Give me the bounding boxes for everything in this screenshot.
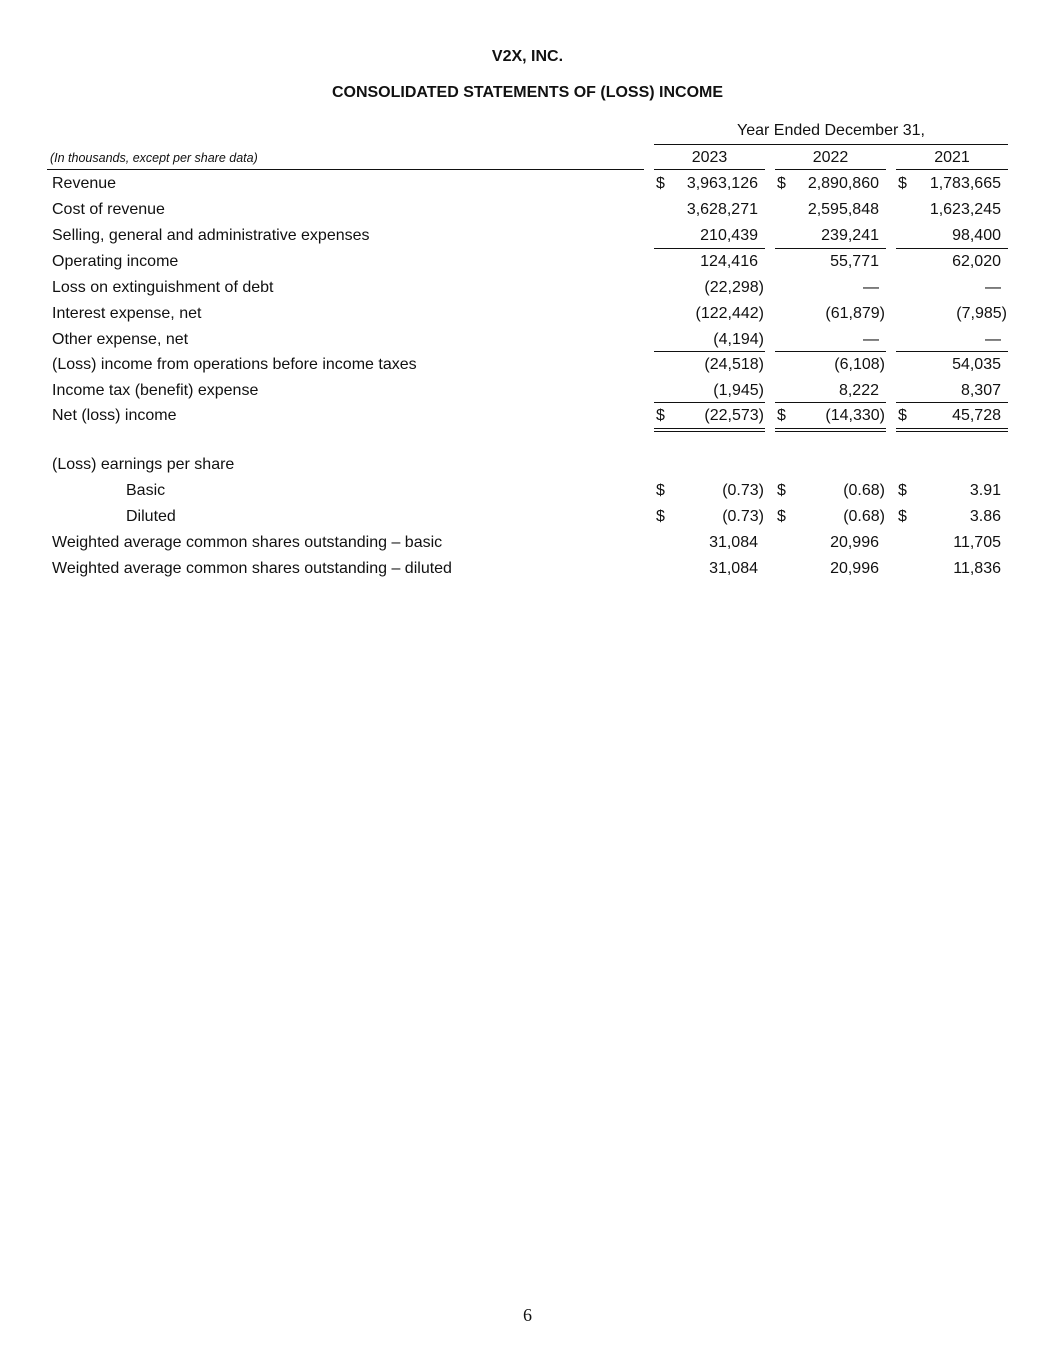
page-number: 6 bbox=[523, 1305, 532, 1325]
row-label: Basic bbox=[126, 482, 166, 499]
value: 8,222 bbox=[838, 382, 879, 399]
row-eps-diluted bbox=[0, 505, 1055, 529]
value: 1,783,665 bbox=[929, 175, 1001, 192]
value: (0.73) bbox=[722, 508, 764, 525]
dollar-sign: $ bbox=[656, 482, 665, 499]
cell-2022 bbox=[775, 531, 886, 555]
row-cost-of-revenue bbox=[0, 198, 1055, 222]
value: (122,442) bbox=[695, 305, 764, 322]
dollar-sign: $ bbox=[777, 482, 786, 499]
value: (24,518) bbox=[704, 356, 764, 373]
cell-2021 bbox=[896, 198, 1008, 222]
value: (22,298) bbox=[704, 279, 764, 296]
cell-2023 bbox=[654, 505, 765, 529]
value: 3.91 bbox=[969, 482, 1001, 499]
row-operating-income bbox=[0, 248, 1055, 272]
cell-2021 bbox=[896, 531, 1008, 555]
dollar-sign: $ bbox=[777, 407, 786, 424]
dollar-sign: $ bbox=[898, 175, 907, 192]
row-label: Income tax (benefit) expense bbox=[52, 382, 259, 399]
cell-2023 bbox=[654, 531, 765, 555]
row-shares-diluted bbox=[0, 557, 1055, 581]
value: 11,836 bbox=[953, 560, 1001, 577]
value: (14,330) bbox=[825, 407, 885, 424]
row-label: Net (loss) income bbox=[52, 407, 177, 424]
value: 124,416 bbox=[700, 253, 758, 270]
cell-2021 bbox=[896, 328, 1008, 352]
row-eps-heading bbox=[0, 453, 1055, 477]
dollar-sign: $ bbox=[898, 482, 907, 499]
year-header-2022: 2022 bbox=[775, 149, 886, 170]
cell-2021 bbox=[896, 248, 1008, 273]
row-label: Revenue bbox=[52, 175, 117, 192]
row-income-tax bbox=[0, 379, 1055, 403]
value: — bbox=[863, 331, 879, 348]
cell-2022 bbox=[775, 402, 886, 427]
cell-2022 bbox=[775, 302, 886, 326]
value: (1,945) bbox=[713, 382, 764, 399]
cell-2021 bbox=[896, 557, 1008, 581]
value: 54,035 bbox=[952, 356, 1001, 373]
cell-2023 bbox=[654, 351, 765, 376]
cell-2021 bbox=[896, 379, 1008, 403]
row-label: Cost of revenue bbox=[52, 201, 165, 218]
dollar-sign: $ bbox=[656, 508, 665, 525]
value: (4,194) bbox=[713, 331, 764, 348]
value: 62,020 bbox=[952, 253, 1001, 270]
row-interest-expense bbox=[0, 302, 1055, 326]
dollar-sign: $ bbox=[898, 407, 907, 424]
value: (7,985) bbox=[956, 305, 1007, 322]
row-label: Interest expense, net bbox=[52, 305, 202, 322]
value: 20,996 bbox=[830, 534, 879, 551]
year-header-2023: 2023 bbox=[654, 149, 765, 170]
cell-2021 bbox=[896, 172, 1008, 196]
value: (6,108) bbox=[834, 356, 885, 373]
row-revenue bbox=[0, 172, 1055, 196]
cell-2021 bbox=[896, 505, 1008, 529]
value: 11,705 bbox=[953, 534, 1001, 551]
cell-2021 bbox=[896, 479, 1008, 503]
cell-2023 bbox=[654, 328, 765, 352]
cell-2023 bbox=[654, 302, 765, 326]
cell-2023 bbox=[654, 276, 765, 300]
row-label: Operating income bbox=[52, 253, 179, 270]
row-loss-extinguishment bbox=[0, 276, 1055, 300]
dollar-sign: $ bbox=[898, 508, 907, 525]
value: 8,307 bbox=[960, 382, 1001, 399]
dollar-sign: $ bbox=[777, 508, 786, 525]
value: — bbox=[985, 279, 1001, 296]
period-header: Year Ended December 31, bbox=[654, 122, 1008, 145]
value: 3,628,271 bbox=[686, 201, 758, 218]
dollar-sign: $ bbox=[656, 175, 665, 192]
row-net-income bbox=[0, 402, 1055, 426]
row-eps-basic bbox=[0, 479, 1055, 503]
cell-2022 bbox=[775, 479, 886, 503]
cell-2022 bbox=[775, 328, 886, 352]
value: 239,241 bbox=[821, 227, 879, 244]
year-header-2021: 2021 bbox=[896, 149, 1008, 170]
cell-2021 bbox=[896, 276, 1008, 300]
value: 2,890,860 bbox=[807, 175, 879, 192]
cell-2021 bbox=[896, 302, 1008, 326]
cell-2021 bbox=[896, 402, 1008, 427]
value: 1,623,245 bbox=[929, 201, 1001, 218]
cell-2022 bbox=[775, 351, 886, 376]
cell-2023 bbox=[654, 402, 765, 427]
cell-2022 bbox=[775, 248, 886, 273]
cell-2023 bbox=[654, 198, 765, 222]
row-label: Weighted average common shares outstanding – diluted bbox=[52, 560, 452, 577]
cell-2021 bbox=[896, 351, 1008, 376]
value: 31,084 bbox=[709, 534, 758, 551]
value: 3,963,126 bbox=[686, 175, 758, 192]
cell-2023 bbox=[654, 224, 765, 248]
cell-2022 bbox=[775, 172, 886, 196]
company-name: V2X, INC. bbox=[491, 48, 564, 65]
row-label: Weighted average common shares outstanding – basic bbox=[52, 534, 443, 551]
value: (0.68) bbox=[843, 508, 885, 525]
row-label: Other expense, net bbox=[52, 331, 189, 348]
cell-2022 bbox=[775, 224, 886, 248]
cell-2022 bbox=[775, 505, 886, 529]
dollar-sign: $ bbox=[777, 175, 786, 192]
row-pretax-income bbox=[0, 351, 1055, 375]
row-label: (Loss) earnings per share bbox=[52, 456, 235, 473]
dollar-sign: $ bbox=[656, 407, 665, 424]
value: (61,879) bbox=[825, 305, 885, 322]
value: (22,573) bbox=[704, 407, 764, 424]
cell-2022 bbox=[775, 379, 886, 403]
cell-2023 bbox=[654, 172, 765, 196]
value: 31,084 bbox=[709, 560, 758, 577]
statement-title: CONSOLIDATED STATEMENTS OF (LOSS) INCOME bbox=[331, 84, 724, 101]
cell-2023 bbox=[654, 479, 765, 503]
row-sga bbox=[0, 224, 1055, 248]
value: 45,728 bbox=[952, 407, 1001, 424]
cell-2022 bbox=[775, 557, 886, 581]
value: 210,439 bbox=[700, 227, 758, 244]
value: (0.68) bbox=[843, 482, 885, 499]
value: 98,400 bbox=[952, 227, 1001, 244]
units-note: (In thousands, except per share data) bbox=[50, 151, 258, 165]
cell-2023 bbox=[654, 557, 765, 581]
cell-2023 bbox=[654, 248, 765, 273]
cell-2022 bbox=[775, 276, 886, 300]
row-label: Diluted bbox=[126, 508, 176, 525]
value: 20,996 bbox=[830, 560, 879, 577]
row-label: Selling, general and administrative expenses bbox=[52, 227, 370, 244]
cell-2023 bbox=[654, 379, 765, 403]
value: — bbox=[985, 331, 1001, 348]
row-shares-basic bbox=[0, 531, 1055, 555]
row-label: Loss on extinguishment of debt bbox=[52, 279, 274, 296]
cell-2022 bbox=[775, 198, 886, 222]
cell-2021 bbox=[896, 224, 1008, 248]
value: — bbox=[863, 279, 879, 296]
header-rule bbox=[47, 169, 644, 170]
value: 3.86 bbox=[969, 508, 1001, 525]
row-label: (Loss) income from operations before income taxes bbox=[52, 356, 417, 373]
value: 55,771 bbox=[830, 253, 879, 270]
value: (0.73) bbox=[722, 482, 764, 499]
row-other-expense bbox=[0, 328, 1055, 352]
value: 2,595,848 bbox=[807, 201, 879, 218]
